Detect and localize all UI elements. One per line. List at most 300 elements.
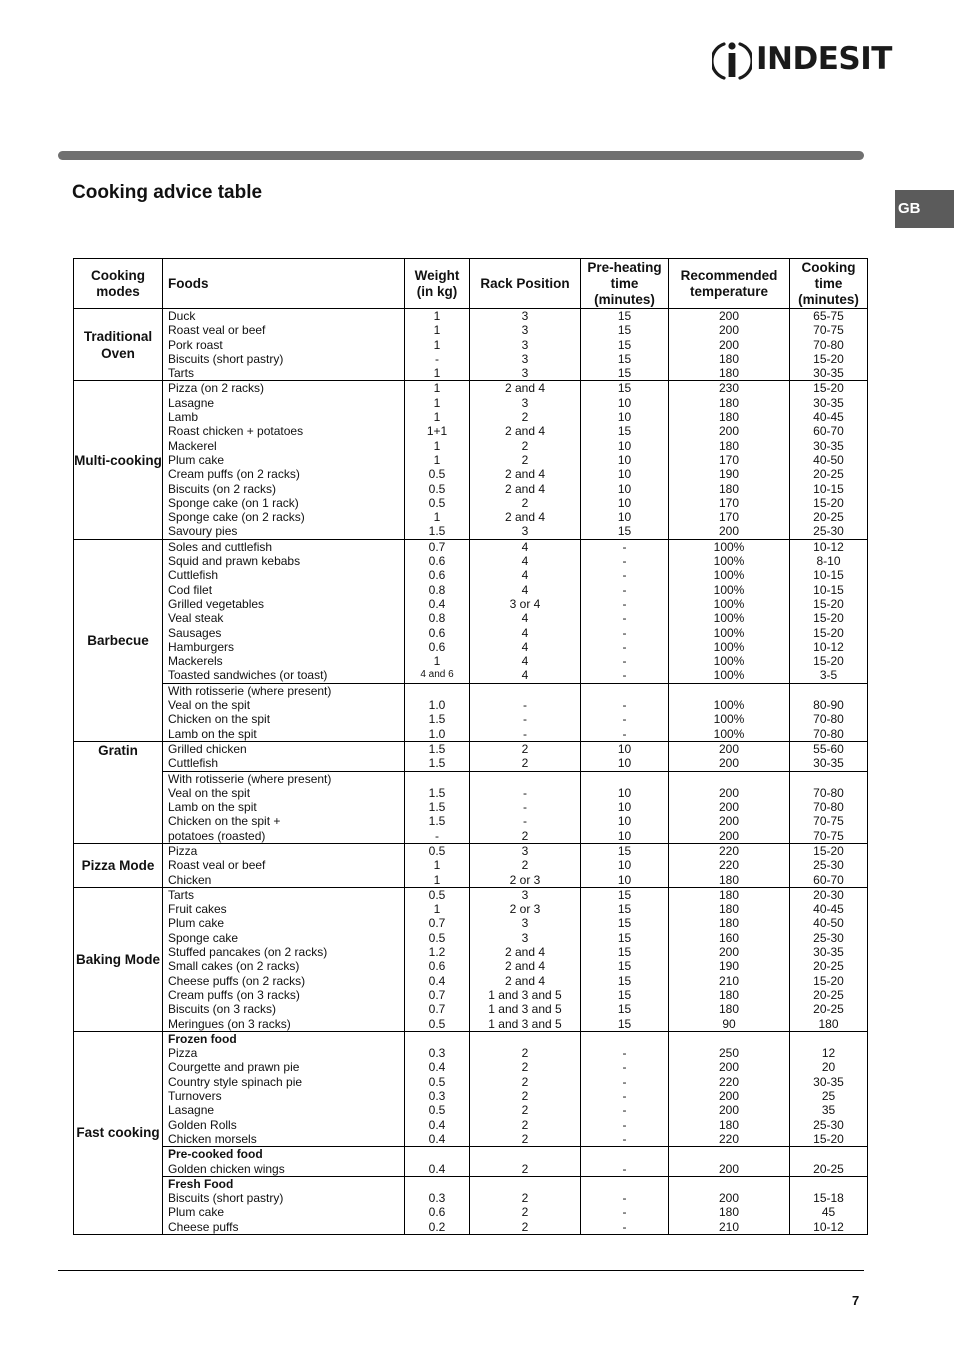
temp-value: 220 <box>718 843 740 858</box>
time-value: 40-45 <box>813 410 844 425</box>
time-value: 15-20 <box>813 843 844 858</box>
food-value: Country style spinach pie <box>168 1074 303 1089</box>
food-value: Chicken morsels <box>168 1131 257 1146</box>
weight-value: 1 <box>433 309 441 323</box>
rack-value: 2 <box>521 438 529 453</box>
preheat-value: 15 <box>617 973 632 988</box>
blank-line <box>470 1177 580 1191</box>
food-value: Turnovers <box>168 1089 222 1104</box>
preheat-value: - <box>622 582 627 597</box>
time-value: 20-25 <box>813 1161 844 1176</box>
rack-cell <box>470 381 581 539</box>
preheat-value: - <box>622 1046 627 1061</box>
temp-value: 180 <box>718 366 740 381</box>
food-cell <box>163 843 405 887</box>
rack-value: 2 <box>521 1074 529 1089</box>
weight-value: 0.8 <box>428 611 446 626</box>
preheat-value: 15 <box>617 323 632 338</box>
temp-value: 100% <box>713 539 745 554</box>
time-cell <box>790 1031 868 1146</box>
food-value: With rotisserie (where present) <box>168 771 332 786</box>
weight-value: 1 <box>433 438 441 453</box>
preheat-value: 15 <box>617 887 632 902</box>
temp-value: 180 <box>718 987 740 1002</box>
food-cell <box>163 1176 405 1234</box>
weight-value: 0.5 <box>428 887 446 902</box>
rack-value: 3 <box>521 395 529 410</box>
time-value: 15-18 <box>813 1191 844 1206</box>
preheat-value: 10 <box>617 467 632 482</box>
time-value: 10-15 <box>813 582 844 597</box>
rack-value: 3 or 4 <box>509 596 541 611</box>
time-value: 30-35 <box>813 438 844 453</box>
time-value: 55-60 <box>813 741 844 756</box>
food-value: Duck <box>168 309 196 323</box>
food-value: Lasagne <box>168 395 215 410</box>
temp-value: 100% <box>713 712 745 727</box>
preheat-value: 15 <box>617 843 632 858</box>
temp-value: 200 <box>718 1060 740 1075</box>
temp-value: 180 <box>718 410 740 425</box>
temp-value: 100% <box>713 554 745 569</box>
weight-value: 0.4 <box>428 596 446 611</box>
rack-value: 4 <box>521 639 529 654</box>
cooking-mode-cell: Gratin <box>74 741 163 843</box>
temp-value: 170 <box>718 452 740 467</box>
time-value: 12 <box>821 1046 836 1061</box>
time-value: 10-12 <box>813 539 844 554</box>
food-value: Tarts <box>168 366 195 381</box>
col-header-cooking-time: Cooking time (minutes) <box>790 259 868 309</box>
temp-value: 100% <box>713 568 745 583</box>
weight-value: 4 and 6 <box>420 669 454 681</box>
rack-value: - <box>523 712 527 727</box>
preheat-value: - <box>622 1161 627 1176</box>
time-value: 40-50 <box>813 452 844 467</box>
temp-value: 200 <box>718 814 740 829</box>
temp-cell <box>669 843 790 887</box>
time-value: 60-70 <box>813 424 844 439</box>
preheat-cell <box>581 887 669 1031</box>
temp-value: 100% <box>713 639 745 654</box>
weight-value: 1.5 <box>428 756 446 771</box>
time-value: 20-25 <box>813 959 844 974</box>
temp-value: 200 <box>718 785 740 800</box>
cooking-mode-cell: Barbecue <box>74 539 163 741</box>
time-value: 15-20 <box>813 351 844 366</box>
rack-value: 2 <box>521 1046 529 1061</box>
food-value: Sausages <box>168 625 222 640</box>
rack-value: 3 <box>521 351 529 366</box>
rack-value: - <box>523 814 527 829</box>
cooking-mode-cell: Baking Mode <box>74 887 163 1031</box>
time-value: 35 <box>821 1103 836 1118</box>
food-value: Stuffed pancakes (on 2 racks) <box>168 945 328 960</box>
rack-value: 3 <box>521 366 529 381</box>
preheat-value: 10 <box>617 872 632 887</box>
temp-value: 100% <box>713 596 745 611</box>
time-value: 70-80 <box>813 712 844 727</box>
rack-value: 3 <box>521 916 529 931</box>
table-row <box>74 539 868 683</box>
food-value: Sponge cake (on 2 racks) <box>168 510 305 525</box>
temp-value: 200 <box>718 800 740 815</box>
weight-value: 1 <box>433 395 441 410</box>
brand-wordmark: INDESIT <box>756 41 892 77</box>
rack-value: 2 <box>521 1205 529 1220</box>
preheat-value: 15 <box>617 351 632 366</box>
temp-value: 180 <box>718 1002 740 1017</box>
rack-value: 2 <box>521 1089 529 1104</box>
weight-value: 1.5 <box>428 785 446 800</box>
temp-value: 100% <box>713 582 745 597</box>
rack-value: 1 and 3 and 5 <box>488 987 562 1002</box>
section-heading: Fresh Food <box>168 1176 234 1191</box>
blank-line <box>669 1147 789 1161</box>
time-cell <box>790 1176 868 1234</box>
preheat-cell <box>581 683 669 741</box>
time-value: 20-25 <box>813 510 844 525</box>
cooking-mode-cell: Fast cooking <box>74 1031 163 1234</box>
preheat-value <box>581 772 668 786</box>
weight-cell <box>405 843 470 887</box>
header-bar <box>58 151 864 160</box>
weight-cell <box>405 683 470 741</box>
temp-value: 200 <box>718 945 740 960</box>
weight-value: 0.5 <box>428 495 446 510</box>
temp-value: 180 <box>718 887 740 902</box>
weight-value: 0.6 <box>428 625 446 640</box>
food-value: Meringues (on 3 racks) <box>168 1016 291 1031</box>
table-header-row <box>74 259 868 309</box>
preheat-value: 10 <box>617 756 632 771</box>
temp-value: 200 <box>718 741 740 756</box>
food-value: Golden chicken wings <box>168 1161 285 1176</box>
col-header-cooking-modes: Cooking modes <box>74 259 163 309</box>
rack-value: 4 <box>521 554 529 569</box>
time-value: 25-30 <box>813 930 844 945</box>
food-value: Cuttlefish <box>168 568 219 583</box>
rack-value: 4 <box>521 668 529 683</box>
time-value: 70-80 <box>813 800 844 815</box>
time-value: 20 <box>821 1060 836 1075</box>
temp-value: 200 <box>718 323 740 338</box>
preheat-value: 15 <box>617 424 632 439</box>
temp-value: 100% <box>713 654 745 669</box>
weight-value: 1.5 <box>428 524 446 539</box>
blank-line <box>669 1177 789 1191</box>
temp-cell <box>669 887 790 1031</box>
weight-value: 0.4 <box>428 1060 446 1075</box>
food-value: Fruit cakes <box>168 902 227 917</box>
weight-value: 0.5 <box>428 843 446 858</box>
time-value: 30-35 <box>813 395 844 410</box>
time-value: 10-15 <box>813 481 844 496</box>
time-value: 70-80 <box>813 785 844 800</box>
time-value: 10-12 <box>813 1219 844 1234</box>
preheat-value: - <box>622 1131 627 1146</box>
weight-value: 0.6 <box>428 568 446 583</box>
time-value: 25-30 <box>813 1117 844 1132</box>
col-header-weight: Weight (in kg) <box>405 259 470 309</box>
weight-value: 0.2 <box>428 1219 446 1234</box>
weight-value: 0.5 <box>428 1103 446 1118</box>
weight-cell <box>405 309 470 381</box>
food-value: Biscuits (short pastry) <box>168 351 284 366</box>
weight-cell <box>405 741 470 771</box>
weight-value: - <box>435 828 439 843</box>
preheat-value: 10 <box>617 858 632 873</box>
weight-value: 0.6 <box>428 639 446 654</box>
rack-value: 1 and 3 and 5 <box>488 1002 562 1017</box>
food-value: Courgette and prawn pie <box>168 1060 300 1075</box>
temp-value: 220 <box>718 1131 740 1146</box>
weight-value: 1+1 <box>426 424 448 439</box>
rack-value: 3 <box>521 309 529 323</box>
preheat-value: 15 <box>617 959 632 974</box>
weight-value: 1 <box>433 452 441 467</box>
time-value: 15-20 <box>813 596 844 611</box>
col-header-recommended-temperature: Recommended temperature <box>669 259 790 309</box>
time-value: 15-20 <box>813 625 844 640</box>
preheat-value: 15 <box>617 366 632 381</box>
food-value: Chicken on the spit <box>168 712 271 727</box>
time-value: 15-20 <box>813 973 844 988</box>
preheat-value: - <box>622 726 627 741</box>
food-value: Hamburgers <box>168 639 235 654</box>
time-cell <box>790 741 868 771</box>
food-value: Cream puffs (on 2 racks) <box>168 467 300 482</box>
preheat-value: 10 <box>617 828 632 843</box>
time-value: 15-20 <box>813 1131 844 1146</box>
blank-line <box>405 1032 469 1046</box>
blank-line <box>470 1032 580 1046</box>
rack-cell <box>470 539 581 683</box>
food-value: Small cakes (on 2 racks) <box>168 959 300 974</box>
food-value: Pizza <box>168 843 198 858</box>
time-cell <box>790 843 868 887</box>
food-value: Pizza <box>168 1046 198 1061</box>
preheat-cell <box>581 309 669 381</box>
preheat-value: 10 <box>617 495 632 510</box>
food-value: Sponge cake (on 1 rack) <box>168 495 299 510</box>
preheat-cell <box>581 1176 669 1234</box>
time-value: 60-70 <box>813 872 844 887</box>
weight-value: 1.5 <box>428 814 446 829</box>
rack-value: 4 <box>521 625 529 640</box>
rack-cell <box>470 1147 581 1177</box>
preheat-value: - <box>622 1117 627 1132</box>
food-value: Cuttlefish <box>168 756 219 771</box>
temp-value: 100% <box>713 625 745 640</box>
weight-value: 0.5 <box>428 930 446 945</box>
rack-value: 3 <box>521 337 529 352</box>
cooking-mode-cell: Pizza Mode <box>74 843 163 887</box>
preheat-cell <box>581 843 669 887</box>
time-value: 70-80 <box>813 726 844 741</box>
weight-value: 0.3 <box>428 1046 446 1061</box>
weight-value: 1.2 <box>428 945 446 960</box>
preheat-value: 15 <box>617 987 632 1002</box>
food-value: Biscuits (on 2 racks) <box>168 481 277 496</box>
weight-value: 0.6 <box>428 554 446 569</box>
weight-value: 1 <box>433 858 441 873</box>
time-cell <box>790 887 868 1031</box>
food-cell <box>163 771 405 843</box>
food-value: Toasted sandwiches (or toast) <box>168 668 328 683</box>
temp-value: 180 <box>718 481 740 496</box>
weight-value: 1.0 <box>428 698 446 713</box>
blank-line <box>790 1032 867 1046</box>
food-value: Savoury pies <box>168 524 238 539</box>
preheat-value: 15 <box>617 1016 632 1031</box>
food-value: Pizza (on 2 racks) <box>168 381 265 396</box>
col-header-rack-position: Rack Position <box>470 259 581 309</box>
weight-value: 1 <box>433 366 441 381</box>
rack-value: 2 <box>521 1103 529 1118</box>
rack-value: 2 <box>521 1060 529 1075</box>
food-value: Lamb on the spit <box>168 726 257 741</box>
rack-value: 2 <box>521 410 529 425</box>
preheat-cell <box>581 741 669 771</box>
time-value: 65-75 <box>813 309 844 323</box>
preheat-value: 10 <box>617 452 632 467</box>
time-value: 15-20 <box>813 495 844 510</box>
temp-value: 180 <box>718 351 740 366</box>
preheat-cell <box>581 381 669 539</box>
weight-value: 1 <box>433 872 441 887</box>
preheat-value: - <box>622 1191 627 1206</box>
food-value: Pork roast <box>168 337 223 352</box>
rack-value: 4 <box>521 539 529 554</box>
food-value: Cheese puffs (on 2 racks) <box>168 973 306 988</box>
food-cell <box>163 1147 405 1177</box>
weight-value: 1 <box>433 323 441 338</box>
weight-value: 0.4 <box>428 1161 446 1176</box>
time-value: 25-30 <box>813 524 844 539</box>
rack-value: 2 <box>521 1219 529 1234</box>
preheat-value: - <box>622 1089 627 1104</box>
food-value: Cod filet <box>168 582 213 597</box>
rack-value: 3 <box>521 524 529 539</box>
weight-cell <box>405 887 470 1031</box>
table-row <box>74 1176 868 1234</box>
temp-value: 170 <box>718 495 740 510</box>
temp-value: 100% <box>713 668 745 683</box>
rack-value: 2 <box>521 741 529 756</box>
rack-value: 4 <box>521 568 529 583</box>
time-value: 15-20 <box>813 654 844 669</box>
time-value: 30-35 <box>813 1074 844 1089</box>
blank-line <box>790 1147 867 1161</box>
preheat-value: 10 <box>617 510 632 525</box>
table-row <box>74 381 868 539</box>
weight-value: 0.7 <box>428 987 446 1002</box>
time-value: 10-15 <box>813 568 844 583</box>
table-row <box>74 309 868 381</box>
food-value: Grilled chicken <box>168 741 247 756</box>
temp-cell <box>669 381 790 539</box>
preheat-value: - <box>622 712 627 727</box>
food-value: Plum cake <box>168 916 225 931</box>
preheat-value: 15 <box>617 916 632 931</box>
preheat-value: 10 <box>617 814 632 829</box>
temp-value: 100% <box>713 611 745 626</box>
blank-line <box>470 1147 580 1161</box>
temp-value: 200 <box>718 424 740 439</box>
time-value <box>790 772 867 786</box>
blank-line <box>669 1032 789 1046</box>
food-value: Roast veal or beef <box>168 858 266 873</box>
weight-value: 0.7 <box>428 916 446 931</box>
rack-cell <box>470 1176 581 1234</box>
weight-value <box>405 684 469 698</box>
temp-value: 180 <box>718 438 740 453</box>
cooking-mode-cell: Multi-cooking <box>74 381 163 539</box>
time-value: 70-75 <box>813 828 844 843</box>
food-cell <box>163 539 405 683</box>
rack-cell <box>470 843 581 887</box>
temp-value: 180 <box>718 872 740 887</box>
time-value: 20-30 <box>813 887 844 902</box>
rack-value: 3 <box>521 887 529 902</box>
time-value: 180 <box>818 1016 839 1031</box>
weight-value: 0.3 <box>428 1191 446 1206</box>
blank-line <box>790 1177 867 1191</box>
weight-cell <box>405 1147 470 1177</box>
temp-value: 200 <box>718 1103 740 1118</box>
temp-cell <box>669 771 790 843</box>
blank-line <box>405 1177 469 1191</box>
food-value: Chicken on the spit + <box>168 814 281 829</box>
time-value: 30-35 <box>813 366 844 381</box>
rack-value: 2 and 4 <box>504 945 546 960</box>
rack-value: - <box>523 785 527 800</box>
time-cell <box>790 1147 868 1177</box>
weight-value: 1 <box>433 902 441 917</box>
rack-value: 2 or 3 <box>509 872 541 887</box>
temp-value: 100% <box>713 726 745 741</box>
preheat-value: 15 <box>617 1002 632 1017</box>
rack-value <box>470 684 580 698</box>
food-value: Plum cake <box>168 452 225 467</box>
section-heading: Frozen food <box>168 1031 237 1046</box>
food-value: potatoes (roasted) <box>168 828 266 843</box>
rack-value: 2 <box>521 1117 529 1132</box>
rack-cell <box>470 771 581 843</box>
food-value: Cream puffs (on 3 racks) <box>168 987 300 1002</box>
food-value: Golden Rolls <box>168 1117 237 1132</box>
table-row <box>74 1147 868 1177</box>
time-cell <box>790 539 868 683</box>
rack-cell <box>470 887 581 1031</box>
weight-value: 0.6 <box>428 959 446 974</box>
preheat-value: 15 <box>617 902 632 917</box>
rack-value: 2 <box>521 1161 529 1176</box>
preheat-value: 10 <box>617 741 632 756</box>
rack-value: 2 and 4 <box>504 381 546 396</box>
preheat-value <box>581 684 668 698</box>
rack-value: 2 <box>521 858 529 873</box>
food-value: Lasagne <box>168 1103 215 1118</box>
preheat-value: - <box>622 554 627 569</box>
weight-value: 1 <box>433 381 441 396</box>
table-row <box>74 741 868 771</box>
weight-cell <box>405 381 470 539</box>
food-value: Soles and cuttlefish <box>168 539 273 554</box>
page-number: 7 <box>852 1293 860 1308</box>
time-value: 70-80 <box>813 337 844 352</box>
